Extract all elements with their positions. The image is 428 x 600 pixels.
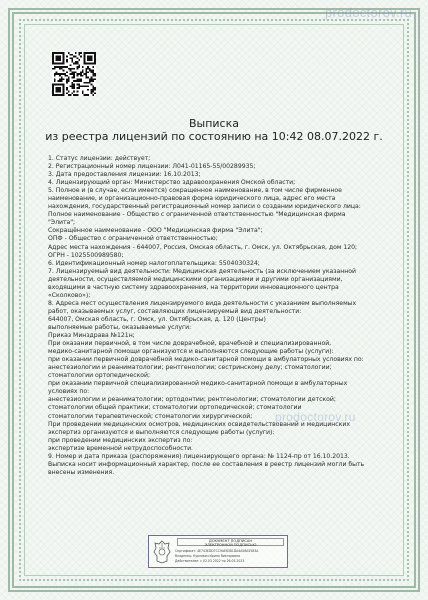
document-line: Приказ Минздрава №121н; — [48, 332, 135, 340]
document-line: экспертизе временной нетрудоспособности. — [48, 444, 193, 452]
document-line: стоматологии ортопедической; — [48, 372, 151, 380]
document-line: Адрес места нахождения - 644007, Россия, Омская область, г. Омск, ул. Октябрьская, дом 120; — [48, 243, 358, 251]
document-line: 4. Лицензирующий орган: Министерство здравоохранения Омской области; — [48, 179, 296, 187]
document-line: при проведении медицинских экспертиз по: — [48, 436, 193, 444]
watermark: prodoctorov.ru — [275, 410, 356, 424]
document-line: При проведении медицинских осмотров, медицинских освидетельствований и медицинских — [48, 420, 350, 428]
document-line: 8. Адреса мест осуществления лицензируемого вида деятельности с указанием выполняемых — [48, 299, 357, 307]
document-line: медико-санитарной помощи организуются и выполняются следующие работы (услуги): — [48, 348, 334, 356]
document-line: ОПФ - Общество с ограниченной ответственностью; — [48, 235, 218, 243]
document-line: При оказании первичной, в том числе доврачебной, врачебной и специализированной, — [48, 340, 332, 348]
stamp-heading-line1: ДОКУМЕНТ ПОДПИСАН — [208, 539, 253, 543]
document-line: условиях по: — [48, 388, 90, 396]
stamp-validity: Действителен: с 02.03.2022 по 26.05.2023 — [175, 559, 245, 563]
document-line: 5. Полное и (в случае, если имеется) сокращенное наименование, в том числе фирменное — [48, 187, 342, 195]
document-title: Выписка — [188, 117, 239, 130]
qr-code-icon — [52, 52, 96, 96]
document-line: стоматологии общей практики; стоматологии ортопедической; стоматологии — [48, 404, 302, 412]
document-line: 644007, Омская область, г. Омск, ул. Октябрьская, д. 120 (Центры) — [48, 315, 266, 323]
document-line: работ, оказываемых услуг, составляющих лицензируемый вид деятельности: — [48, 307, 302, 315]
document-line: ОГРН - 1025500989580; — [48, 251, 124, 259]
electronic-signature-stamp — [148, 535, 288, 568]
document-line: деятельности, осуществляемой медицинскими организациями и другими организациями, — [48, 275, 343, 283]
stamp-heading-line2: ЭЛЕКТРОННОЙ ПОДПИСЬЮ — [204, 543, 257, 547]
coat-of-arms-icon — [152, 539, 172, 565]
stamp-owner: Владелец: Курлович Ирина Викторовна — [175, 554, 241, 558]
document-line: Полное наименование - Общество с ограниченной ответственностью "Медицинская фирма — [48, 211, 346, 219]
document-line: при оказании первичной специализированной медико-санитарной помощи в амбулаторных — [48, 380, 348, 388]
document-line: 1. Статус лицензии: действует; — [48, 155, 151, 162]
document-line: 6. Идентификационный номер налогоплательщика: 5504030324; — [48, 259, 260, 267]
watermark-top: prodoctorov.ru — [325, 5, 413, 20]
document-line: анестезиологии и реаниматологии; рентгенологии; сестринскому делу; стоматологии; — [48, 364, 332, 372]
document-line: 7. Лицензируемый вид деятельности: Медицинская деятельность (за исключением указанной — [48, 267, 356, 275]
document-line: 9. Номер и дата приказа (распоряжения) лицензирующего органа: № 1124-пр от 16.10.2013. — [48, 452, 350, 460]
document-line: при оказании первичной доврачебной медико-санитарной помощи в амбулаторных условиях по: — [48, 356, 364, 364]
document-body — [48, 155, 388, 477]
document-line: входящими в частную систему здравоохранения, на территории инновационного центра — [48, 283, 339, 291]
document-line: нахождения, государственный регистрационный номер записи о создании юридического лица: — [48, 203, 361, 211]
document-line: Выписка носит информационный характер, после ее составления в реестр лицензий могли быть — [48, 460, 365, 468]
stamp-certificate: Сертификат: 4E743EDD7CC9AE6381DA4A58A5583A — [175, 549, 259, 553]
stamp-details — [175, 549, 285, 564]
document-line: "Элита"; — [48, 219, 76, 227]
document-line: 3. Дата предоставления лицензии: 16.10.2013; — [48, 171, 201, 179]
document-line: стоматологии терапевтической; стоматологии хирургической; — [48, 412, 253, 420]
document-line: анестезиологии и реаниматологии; ортодонтии; рентгенологии; стоматологии детской; — [48, 396, 336, 404]
stamp-heading — [177, 538, 284, 546]
document-line: Сокращённое наименование - ООО "Медицинская фирма "Элита"; — [48, 227, 263, 235]
document-line: «Сколково»); — [48, 291, 91, 299]
document-subtitle: из реестра лицензий по состоянию на 10:42 08.07.2022 г. — [45, 130, 383, 143]
document-line: внесены изменения. — [48, 468, 115, 476]
document-line: выполняемые работы, оказываемые услуги: — [48, 323, 192, 331]
document-line: экспертиз организуются и выполняются следующие работы (услуги): — [48, 428, 275, 436]
document-line: 2. Регистрационный номер лицензии: Л041-01165-55/00289935; — [48, 163, 256, 171]
document-line: наименование, и организационно-правовая форма юридического лица, адрес его места — [48, 195, 336, 203]
